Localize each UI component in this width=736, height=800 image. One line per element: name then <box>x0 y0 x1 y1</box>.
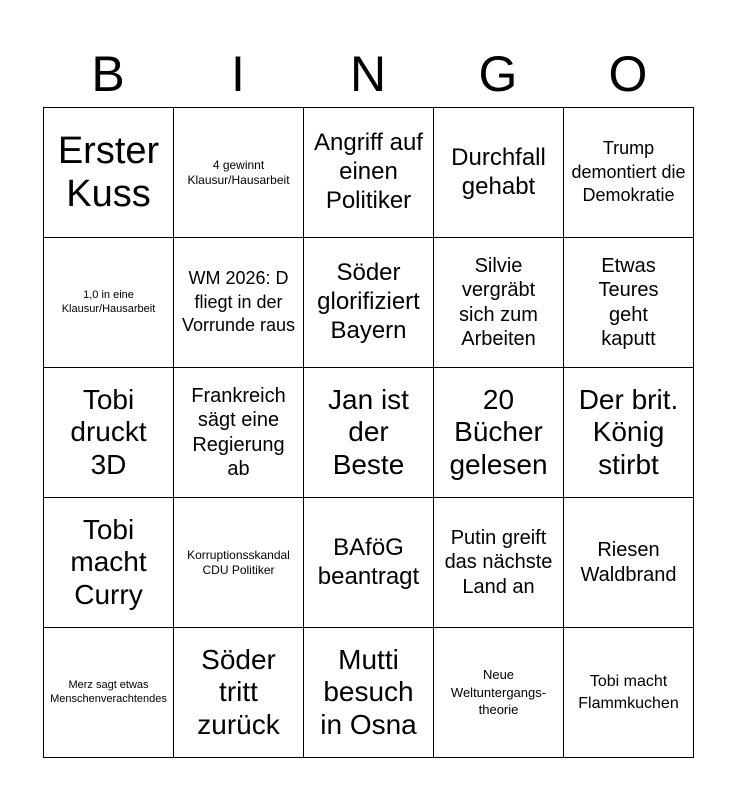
cell-text: Neue Weltuntergangs-theorie <box>450 667 547 718</box>
cell-text: Putin greift das nächste Land an <box>444 526 553 598</box>
cell-text: Tobi druckt 3D <box>70 384 147 480</box>
cell-text: Jan ist der Beste <box>328 384 409 480</box>
bingo-cell[interactable] <box>44 238 174 368</box>
header-letter-n: N <box>349 46 387 102</box>
bingo-cell[interactable] <box>44 498 174 628</box>
header-letter-o: O <box>608 46 648 102</box>
cell-text: 4 gewinnt Klausur/Hausarbeit <box>187 157 290 187</box>
bingo-cell[interactable] <box>304 238 434 368</box>
cell-text: Silvie vergräbt sich zum Arbeiten <box>459 254 538 350</box>
cell-text: Frankreich sägt eine Regierung ab <box>191 384 286 480</box>
bingo-cell[interactable] <box>564 498 694 628</box>
bingo-cell[interactable] <box>304 108 434 238</box>
cell-text: Tobi macht Curry <box>70 514 147 610</box>
cell-text: BAföG beantragt <box>317 533 420 590</box>
cell-text: Mutti besuch in Osna <box>320 644 417 740</box>
header-letter-i: I <box>231 46 245 102</box>
bingo-cell[interactable] <box>564 628 694 758</box>
cell-text: Tobi macht Flammkuchen <box>578 672 679 712</box>
cell-text: Erster Kuss <box>57 129 160 215</box>
bingo-cell[interactable] <box>174 108 304 238</box>
cell-text: Söder glorifiziert Bayern <box>317 259 420 344</box>
bingo-cell[interactable] <box>434 498 564 628</box>
cell-text: Etwas Teures geht kaputt <box>598 254 659 350</box>
bingo-cell[interactable] <box>434 108 564 238</box>
cell-text: WM 2026: D fliegt in der Vorrunde raus <box>181 268 296 336</box>
bingo-cell[interactable] <box>44 368 174 498</box>
cell-text: 20 Bücher gelesen <box>449 384 548 480</box>
bingo-cell[interactable] <box>434 368 564 498</box>
bingo-cell[interactable] <box>564 108 694 238</box>
cell-text: Merz sagt etwas Menschenverachtendes <box>50 678 167 705</box>
cell-text: Durchfall gehabt <box>451 143 546 200</box>
bingo-cell[interactable] <box>434 238 564 368</box>
cell-text: Trump demontiert die Demokratie <box>571 138 686 206</box>
bingo-cell[interactable] <box>174 238 304 368</box>
bingo-cell[interactable] <box>174 498 304 628</box>
bingo-cell[interactable] <box>174 368 304 498</box>
header-letter-b: B <box>91 46 125 102</box>
cell-text: Der brit. König stirbt <box>578 384 679 480</box>
bingo-header <box>43 40 693 108</box>
bingo-cell[interactable] <box>304 628 434 758</box>
cell-text: Riesen Waldbrand <box>580 539 677 586</box>
cell-text: Korruptionsskandal CDU Politiker <box>187 547 290 577</box>
header-letter-g: G <box>478 46 518 102</box>
bingo-cell[interactable] <box>44 628 174 758</box>
bingo-cell[interactable] <box>304 368 434 498</box>
cell-text: Söder tritt zurück <box>197 644 280 740</box>
bingo-cell[interactable] <box>564 238 694 368</box>
bingo-cell[interactable] <box>564 368 694 498</box>
cell-text: Angriff auf einen Politiker <box>314 129 423 214</box>
bingo-cell[interactable] <box>174 628 304 758</box>
bingo-grid <box>43 107 694 758</box>
cell-text: 1,0 in eine Klausur/Hausarbeit <box>61 288 156 315</box>
bingo-cell[interactable] <box>44 108 174 238</box>
bingo-cell[interactable] <box>304 498 434 628</box>
bingo-cell[interactable] <box>434 628 564 758</box>
